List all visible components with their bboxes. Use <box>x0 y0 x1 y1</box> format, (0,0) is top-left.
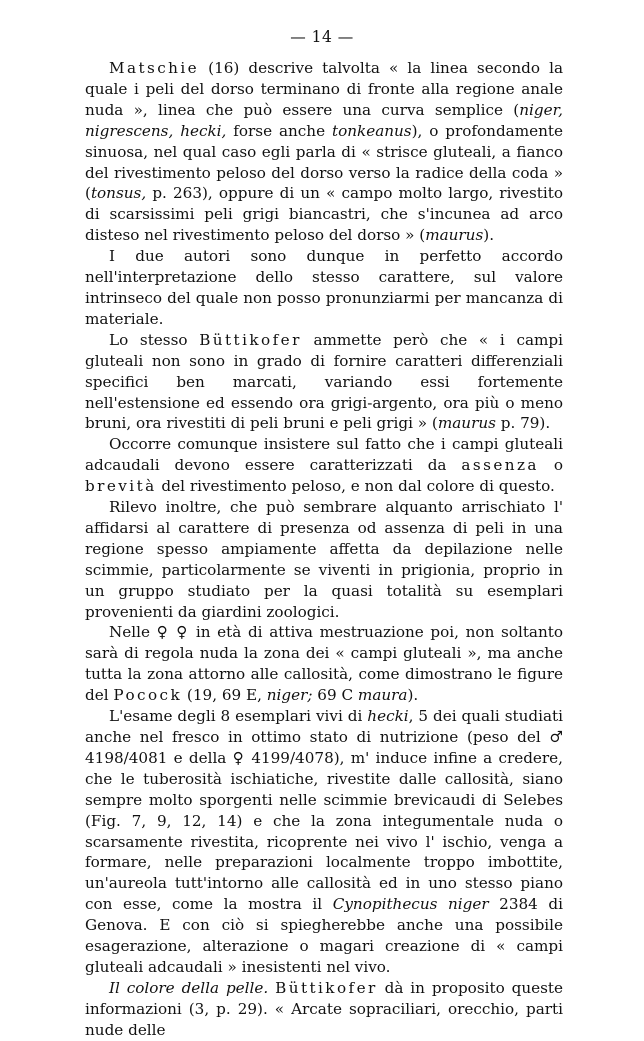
italic-term: maurus <box>437 414 496 433</box>
text-run: , 5 dei quali studiati anche nel fresco in ottimo stato di nutrizione (peso del ♂ 4198/4081 e della ♀ 4199/4078), m' induce infine a credere, che le tuberosità ischiatiche, rivestite dalle callosità, siano sempre molto sporgenti nelle scimmie brevicaudi di Selebes (Fig. 7, 9, 12, 14) e che la zona integumentale nuda o scarsamente rivestita, ricoprente nei vivo l' ischio, venga a formare, nelle preparazioni localmente troppo imbottite, un'aureola tutt'intorno alle callosità ed in uno stesso piano con esse, come la mostra il <box>85 707 563 914</box>
author-name: Büttikofer <box>275 978 378 997</box>
text-run: (19, 69 E, <box>182 686 267 705</box>
text-run: 2384 di Genova. E con ciò si spiegherebbe anche una possibile esagerazione, alterazione o magari creazione di « campi gluteali adcaudali » inesistenti nel vivo. <box>85 895 563 976</box>
italic-term: niger; <box>266 686 313 705</box>
text-run: L'esame degli 8 esemplari vivi di <box>109 707 368 726</box>
author-name: Pocock <box>113 686 183 705</box>
italic-term: maura <box>357 686 408 705</box>
italic-term: hecki <box>367 707 409 726</box>
italic-term: Il colore della pelle. <box>109 978 269 997</box>
text-run: ). <box>483 226 495 245</box>
author-name: Matschie <box>109 59 200 77</box>
text-run: Lo stesso <box>109 330 200 349</box>
paragraph <box>85 622 563 706</box>
paragraph <box>85 706 563 978</box>
text-run <box>268 979 275 997</box>
text-run: p. 263), oppure di un « campo molto largo, rivestito di scarsissimi peli grigi biancastri, che s'incunea ad arco disteso nel rivestimento peloso del dorso » ( <box>85 184 563 245</box>
paragraph <box>85 330 563 435</box>
text-run: p. 79). <box>495 414 551 433</box>
text-run: ). <box>407 686 419 705</box>
italic-term: tonkeanus <box>331 121 412 140</box>
author-name: assenza <box>461 456 539 475</box>
page-number: — 14 — <box>290 28 354 46</box>
text-run: Occorre comunque insistere sul fatto che i campi gluteali adcaudali devono essere caratterizzati da <box>85 435 563 475</box>
paragraph <box>85 434 563 497</box>
text-run: dà in proposito queste informazioni (3, p. 29). « Arcate sopraciliari, orecchio, parti nude delle <box>85 978 564 1039</box>
text-run: Nelle ♀ ♀ in età di attiva mestruazione poi, non soltanto sarà di regola nuda la zona dei « campi gluteali », ma anche tutta la zona attorno alle callosità, come dimostrano le figure del <box>85 623 563 705</box>
paragraph <box>85 246 563 330</box>
body-text <box>85 58 563 1041</box>
paragraph <box>85 978 563 1041</box>
text-run: ammette però che « i campi gluteali non sono in grado di fornire caratteri differenziali specifici ben marcati, variando essi fortemente nell'estensione ed essendo ora grigi-argento, ora più o meno bruni, ora rivestiti di peli bruni e peli grigi » ( <box>85 330 563 433</box>
paragraph <box>85 497 563 622</box>
italic-term: maurus <box>425 226 484 245</box>
author-name: Büttikofer <box>199 330 302 349</box>
italic-term: tonsus, <box>90 184 147 203</box>
paragraph <box>85 58 563 246</box>
text-run: (16) descrive talvolta « la linea secondo la quale i peli del dorso terminano di fronte alla regione anale nuda », linea che può essere una curva semplice ( <box>85 59 563 119</box>
text-run: del rivestimento peloso, e non dal colore di questo. <box>156 477 555 496</box>
italic-term: Cynopithecus niger <box>332 895 489 914</box>
text-run: forse anche <box>226 121 332 140</box>
text-run: Rilevo inoltre, che può sembrare alquanto arrischiato l' affidarsi al carattere di presenza od assenza di peli in una regione spesso ampiamente affetta da depilazione nelle scimmie, particolarmente se viventi in prigionia, proprio in un gruppo studiato per la quasi totalità su esemplari provenienti da giardini zoologici. <box>85 498 563 621</box>
italic-term: niger, nigrescens, hecki, <box>85 100 563 140</box>
text-run: ), o profondamente sinuosa, nel qual caso egli parla di « strisce gluteali, a fianco del rivestimento peloso del dorso verso la radice della coda » ( <box>85 121 564 203</box>
text-run: 69 C <box>312 686 358 705</box>
text-run: I due autori sono dunque in perfetto accordo nell'interpretazione dello stesso carattere, sul valore intrinseco del quale non posso pronunziarmi per mancanza di materiale. <box>85 247 563 328</box>
author-name: brevità <box>85 477 157 496</box>
text-run: o <box>538 456 563 475</box>
